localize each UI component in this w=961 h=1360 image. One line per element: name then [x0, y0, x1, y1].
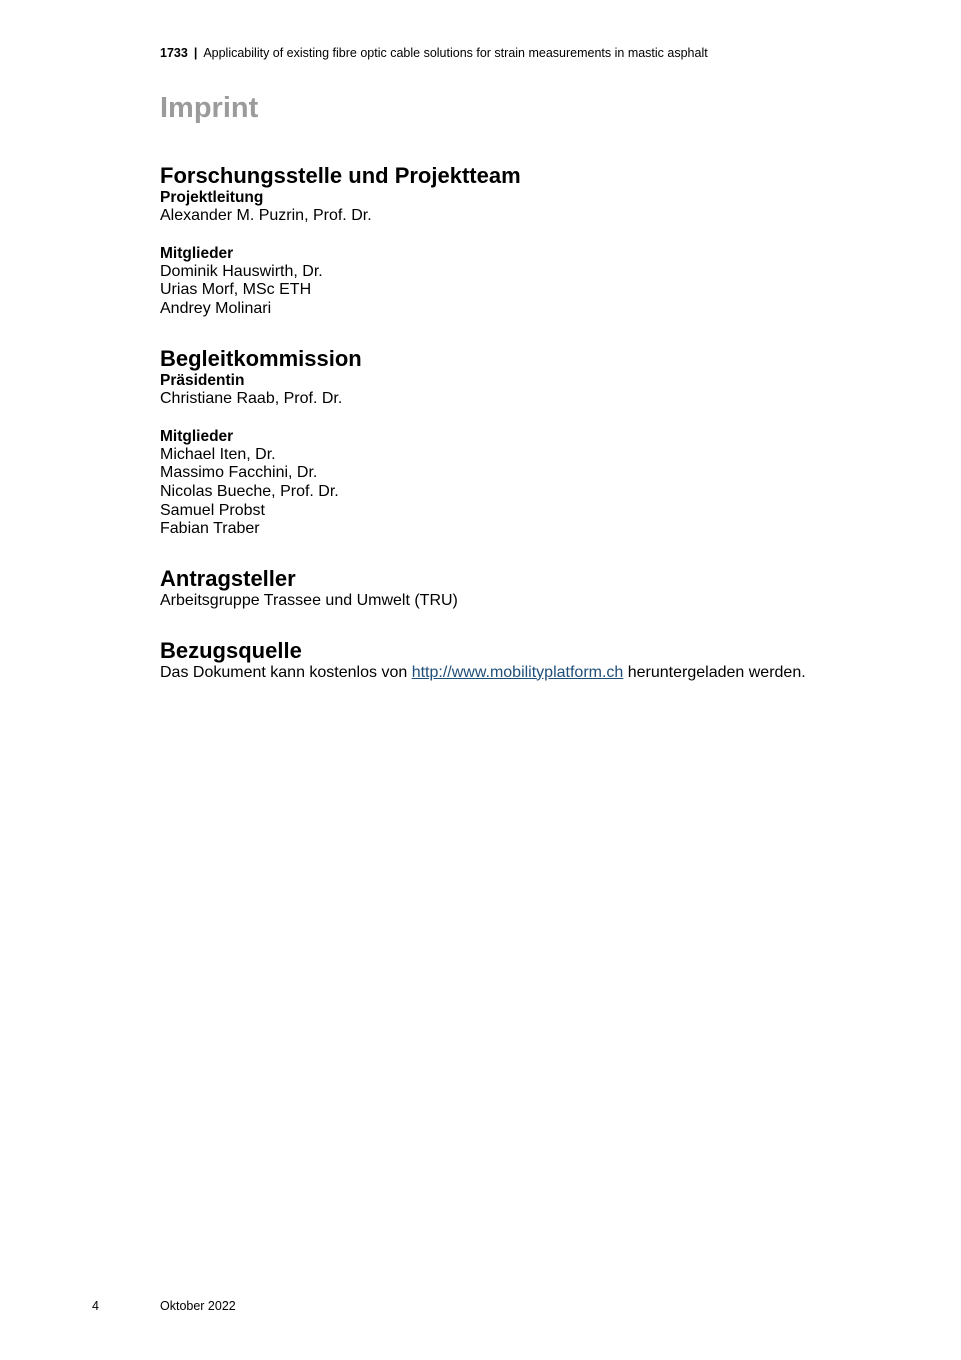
label-members: Mitglieder	[160, 427, 234, 445]
report-title: Applicability of existing fibre optic cable solutions for strain measurements in mastic asphalt	[203, 46, 708, 60]
person-name: Alexander M. Puzrin, Prof. Dr.	[160, 207, 372, 224]
person-name: Dominik Hauswirth, Dr.	[160, 262, 323, 280]
label-members: Mitglieder	[160, 244, 234, 262]
person-name: Urias Morf, MSc ETH	[160, 281, 312, 299]
section-heading-source: Bezugsquelle	[160, 637, 302, 663]
section-heading-research: Forschungsstelle und Projektteam	[160, 163, 521, 188]
group-commission-members	[160, 428, 880, 540]
source-text	[160, 664, 880, 683]
person-name: Nicolas Bueche, Prof. Dr.	[160, 482, 339, 500]
applicant-name: Arbeitsgruppe Trassee und Umwelt (TRU)	[160, 592, 458, 610]
imprint-content	[160, 163, 880, 709]
source-text-after: heruntergeladen werden.	[623, 663, 806, 681]
person-name: Christiane Raab, Prof. Dr.	[160, 389, 343, 407]
section-heading-applicant: Antragsteller	[160, 566, 296, 592]
section-commission	[160, 346, 880, 539]
report-number: 1733	[160, 46, 188, 60]
person-name: Michael Iten, Dr.	[160, 445, 276, 463]
section-applicant	[160, 566, 880, 611]
mobilityplatform-link[interactable]: http://www.mobilityplatform.ch	[411, 663, 624, 681]
page-title: Imprint	[160, 92, 259, 124]
page-number: 4	[92, 1299, 99, 1313]
source-text-before: Das Dokument kann kostenlos von	[160, 663, 412, 681]
group-president	[160, 372, 880, 409]
section-source	[160, 638, 880, 683]
section-research	[160, 163, 880, 319]
header-separator: |	[193, 46, 198, 60]
group-research-members	[160, 245, 880, 319]
person-name: Fabian Traber	[160, 520, 260, 538]
person-name: Andrey Molinari	[160, 300, 272, 318]
label-project-lead: Projektleitung	[160, 189, 264, 206]
running-header	[160, 45, 708, 61]
footer-date: Oktober 2022	[160, 1299, 236, 1313]
section-heading-commission: Begleitkommission	[160, 345, 362, 371]
label-president: Präsidentin	[160, 371, 245, 389]
person-name: Samuel Probst	[160, 501, 265, 519]
group-project-lead	[160, 189, 880, 226]
person-name: Massimo Facchini, Dr.	[160, 464, 318, 482]
